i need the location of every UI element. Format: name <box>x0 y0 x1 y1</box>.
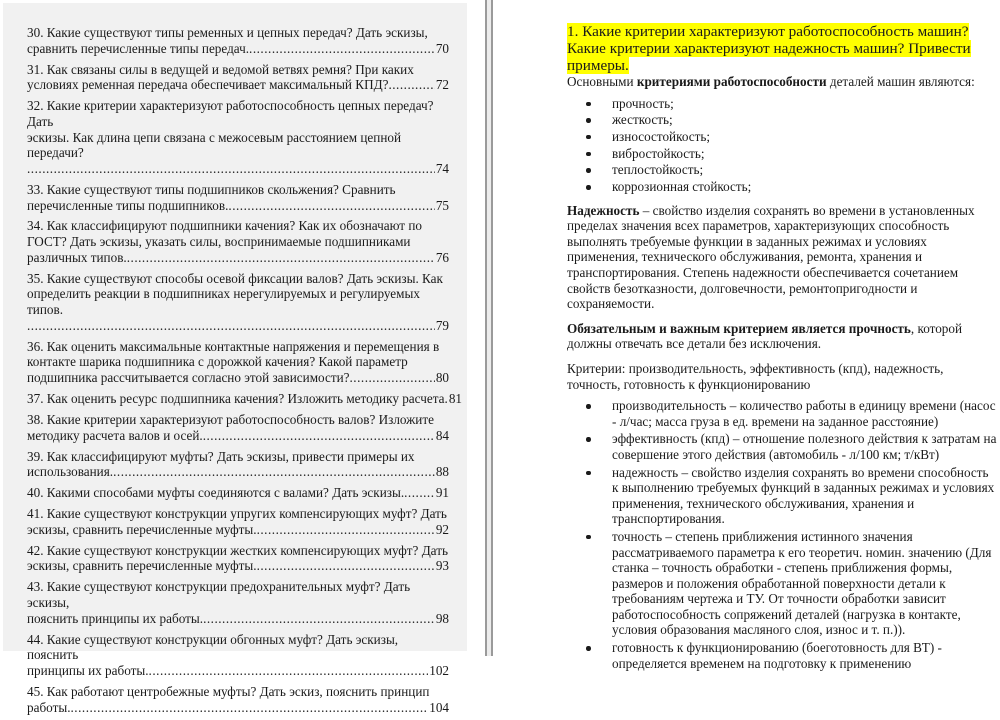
toc-page-number: 98 <box>435 610 449 626</box>
toc-leader-dots <box>71 700 429 716</box>
toc-entry-text: сравнить перечисленные типы передач. <box>27 40 250 56</box>
toc-page-number: 70 <box>435 40 449 56</box>
toc-page-number: 88 <box>435 464 449 480</box>
toc-entry-last-line <box>27 41 449 57</box>
toc-page-number: 102 <box>429 662 449 678</box>
toc-entry-text: пояснить принципы их работы. <box>27 610 204 626</box>
toc-leader-dots <box>257 522 435 538</box>
toc-entry-line: определить реакции в подшипниках нерегулируемых и регулируемых типов. <box>27 286 420 318</box>
toc-leader-dots <box>27 318 435 334</box>
right-page-document <box>493 0 1000 671</box>
toc-entry-line: 38. Какие критерии характеризуют работоспособность валов? Изложите <box>27 411 434 427</box>
toc-entry-last-line <box>27 522 449 538</box>
toc-page-number: 91 <box>435 485 449 501</box>
toc-entry-text: использования. <box>27 464 114 480</box>
toc-leader-dots <box>228 198 434 214</box>
toc-entry-line: 35. Какие существуют способы осевой фиксации валов? Дать эскизы. Как <box>27 270 443 286</box>
toc-entry-last-line <box>27 464 449 480</box>
toc-entry-text: условиях ременная передача обеспечивает максимальный КПД? <box>27 77 389 93</box>
toc-page-number: 74 <box>435 161 449 176</box>
toc-entry[interactable] <box>27 684 449 715</box>
toc-entry-line: эскизы. Как длина цепи связана с межосевым расстоянием цепной передачи? <box>27 129 402 161</box>
criteria-list <box>567 96 997 195</box>
list-item: теплостойкость; <box>612 162 997 178</box>
list-item: вибростойкость; <box>612 146 997 162</box>
toc-entry[interactable] <box>27 391 463 407</box>
toc-leader-dots <box>113 464 435 480</box>
toc-entry-text: подшипника рассчитывается согласно этой зависимости? <box>27 370 350 386</box>
toc-page-number: 104 <box>429 699 449 715</box>
toc-entry-last-line <box>27 77 449 93</box>
toc-leader-dots <box>127 250 435 266</box>
toc-entry-line: 39. Как классифицируют муфты? Дать эскизы, привести примеры их <box>27 448 415 464</box>
toc-entry-last-line <box>27 391 463 407</box>
toc-page-number: 76 <box>435 249 449 265</box>
list-item: коррозионная стойкость; <box>612 179 997 195</box>
question-heading <box>567 23 997 74</box>
toc-entry[interactable] <box>27 579 449 626</box>
list-item: эффективность (кпд) – отношение полезного действия к затратам на совершение этого действия (автомобиль - л/100 км; т/кВт) <box>612 431 997 462</box>
toc-entry-line: 44. Какие существуют конструкции обгонных муфт? Дать эскизы, пояснить <box>27 631 399 663</box>
strength-paragraph: Обязательным и важным критерием является прочность, которой должны отвечать все детали без исключения. <box>567 320 963 352</box>
toc-entry[interactable] <box>27 182 449 213</box>
highlighted-heading-text: 1. Какие критерии характеризуют работоспособность машин? Какие критерии характеризуют надежность машин? Привести примеры. <box>567 23 971 74</box>
toc-entry-last-line <box>27 318 449 334</box>
toc-leader-dots <box>257 558 435 574</box>
toc-entry-line: 45. Как работают центробежные муфты? Дать эскиз, пояснить принцип <box>27 683 430 699</box>
document-body <box>567 23 997 679</box>
reliability-paragraph: Надежность – свойство изделия сохранять во времени в установленных пределах значения всех параметров, характеризующих способность выполнять требуемые функции в заданных режимах и условиях применения, технического обслуживания, ремонта, хранения и транспортирования. Степень надежности обеспечивается сочетанием свойств безотказности, долговечности, ремонтопригодности и сохраняемости. <box>567 202 975 312</box>
toc-page-number: 93 <box>435 558 449 574</box>
toc-leader-dots <box>249 41 435 57</box>
toc-entry[interactable] <box>27 25 449 56</box>
list-item: износостойкость; <box>612 129 997 145</box>
list-item: жесткость; <box>612 112 997 128</box>
toc-entry-text: различных типов. <box>27 249 127 265</box>
toc-entry-line: 36. Как оценить максимальные контактные напряжения и перемещения в <box>27 338 440 354</box>
intro-paragraph: Основными критериями работоспособности деталей машин являются: <box>567 74 975 89</box>
toc-leader-dots <box>404 485 435 501</box>
toc-entry-line: 42. Какие существуют конструкции жестких компенсирующих муфт? Дать <box>27 542 448 558</box>
toc-entry[interactable] <box>27 62 449 93</box>
list-item: точность – степень приближения истинного значения рассматриваемого параметра к его теоретич. номин. значению (Для станка – точность обработки - степень приближения формы, размеров и положения обработанной поверхности детали к требованиям чертежа и ТУ. От точности обработки зависит работоспособность сопряжений деталей (нагрузка в контакте, условия образования масляного слоя, износ и т. п.)). <box>612 529 997 638</box>
toc-leader-dots <box>149 663 429 679</box>
left-page-toc <box>3 3 467 715</box>
toc-entry-line: 30. Какие существуют типы ременных и цепных передач? Дать эскизы, <box>27 25 428 40</box>
toc-entry[interactable] <box>27 506 449 537</box>
toc-page-number: 92 <box>435 521 449 537</box>
toc-entry-line: 32. Какие критерии характеризуют работоспособность цепных передач? Дать <box>27 98 434 129</box>
toc-entry-last-line <box>27 370 449 386</box>
toc-entry-last-line <box>27 485 449 501</box>
toc-page-number: 81 <box>448 391 463 407</box>
toc-leader-dots <box>27 161 435 177</box>
toc-entry[interactable] <box>27 449 449 480</box>
toc-entry-last-line <box>27 558 449 574</box>
toc-entry[interactable] <box>27 412 449 443</box>
toc-entry-text: работы. <box>27 699 71 715</box>
toc-entry-last-line <box>27 428 449 444</box>
toc-entry-line: 43. Какие существуют конструкции предохранительных муфт? Дать эскизы, <box>27 579 411 610</box>
toc-entry-line: ГОСТ? Дать эскизы, указать силы, воспринимаемые подшипниками <box>27 234 411 250</box>
toc-entry[interactable] <box>27 485 449 501</box>
toc-leader-dots <box>388 77 434 93</box>
toc-leader-dots <box>350 370 435 386</box>
toc-entry-text: эскизы, сравнить перечисленные муфты. <box>27 521 257 537</box>
list-item: производительность – количество работы в единицу времени (насос - л/час; масса груза в ед. времени на заданное расстояние) <box>612 398 996 429</box>
toc-entry-text: принципы их работы. <box>27 662 149 678</box>
toc-entry-line: 31. Как связаны силы в ведущей и ведомой ветвях ремня? При каких <box>27 61 414 77</box>
toc-page-number: 72 <box>435 77 449 93</box>
toc-page-number: 75 <box>435 197 449 213</box>
criteria-paragraph: Критерии: производительность, эффективность (кпд), надежность, точность, готовность к функционированию <box>567 360 944 392</box>
toc-entry[interactable] <box>27 543 449 574</box>
toc-entry[interactable] <box>27 339 449 386</box>
toc-entry-text: перечисленные типы подшипников. <box>27 197 229 213</box>
toc-entry-text: методику расчета валов и осей. <box>27 427 203 443</box>
toc-entry[interactable] <box>27 218 449 265</box>
toc-entry-line: 33. Какие существуют типы подшипников скольжения? Сравнить <box>27 181 396 197</box>
toc-entry-text: 40. Какими способами муфты соединяются с валами? Дать эскизы. <box>27 485 405 501</box>
list-item: надежность – свойство изделия сохранять во времени способность к выполнению требуемых функций в заданных режимах и условиях применения, технического обслуживания, хранения и транспортирования. <box>612 465 997 527</box>
toc-entry-line: контакте шарика подшипника с дорожкой качения? Какой параметр <box>27 354 408 370</box>
toc-entry-last-line <box>27 611 449 627</box>
toc-entry-last-line <box>27 198 449 214</box>
toc-entry-last-line <box>27 700 449 716</box>
details-list <box>567 398 997 671</box>
toc-page-number: 80 <box>435 370 449 386</box>
toc-entry-line: 41. Какие существуют конструкции упругих компенсирующих муфт? Дать <box>27 506 447 522</box>
list-item: прочность; <box>612 96 997 112</box>
toc-page-number: 84 <box>435 427 449 443</box>
toc-entry-text: эскизы, сравнить перечисленные муфты. <box>27 558 257 574</box>
toc-entry-text: 37. Как оценить ресурс подшипника качения? Изложить методику расчета. <box>27 391 448 407</box>
toc-entry-last-line <box>27 663 449 679</box>
toc-entry[interactable] <box>27 271 449 334</box>
toc-entry[interactable] <box>27 98 449 177</box>
toc-entry-last-line <box>27 161 449 177</box>
toc-leader-dots <box>203 611 435 627</box>
toc-leader-dots <box>203 428 435 444</box>
page-divider-splitter[interactable] <box>485 0 493 656</box>
list-item: готовность к функционированию (боеготовность для ВТ) - определяется временем на подготовку к применению <box>612 640 997 671</box>
table-of-contents <box>27 25 463 720</box>
toc-entry[interactable] <box>27 632 449 679</box>
toc-entry-line: 34. Как классифицируют подшипники качения? Как их обозначают по <box>27 218 422 234</box>
toc-page-number: 79 <box>435 317 449 333</box>
toc-entry-last-line <box>27 250 449 266</box>
